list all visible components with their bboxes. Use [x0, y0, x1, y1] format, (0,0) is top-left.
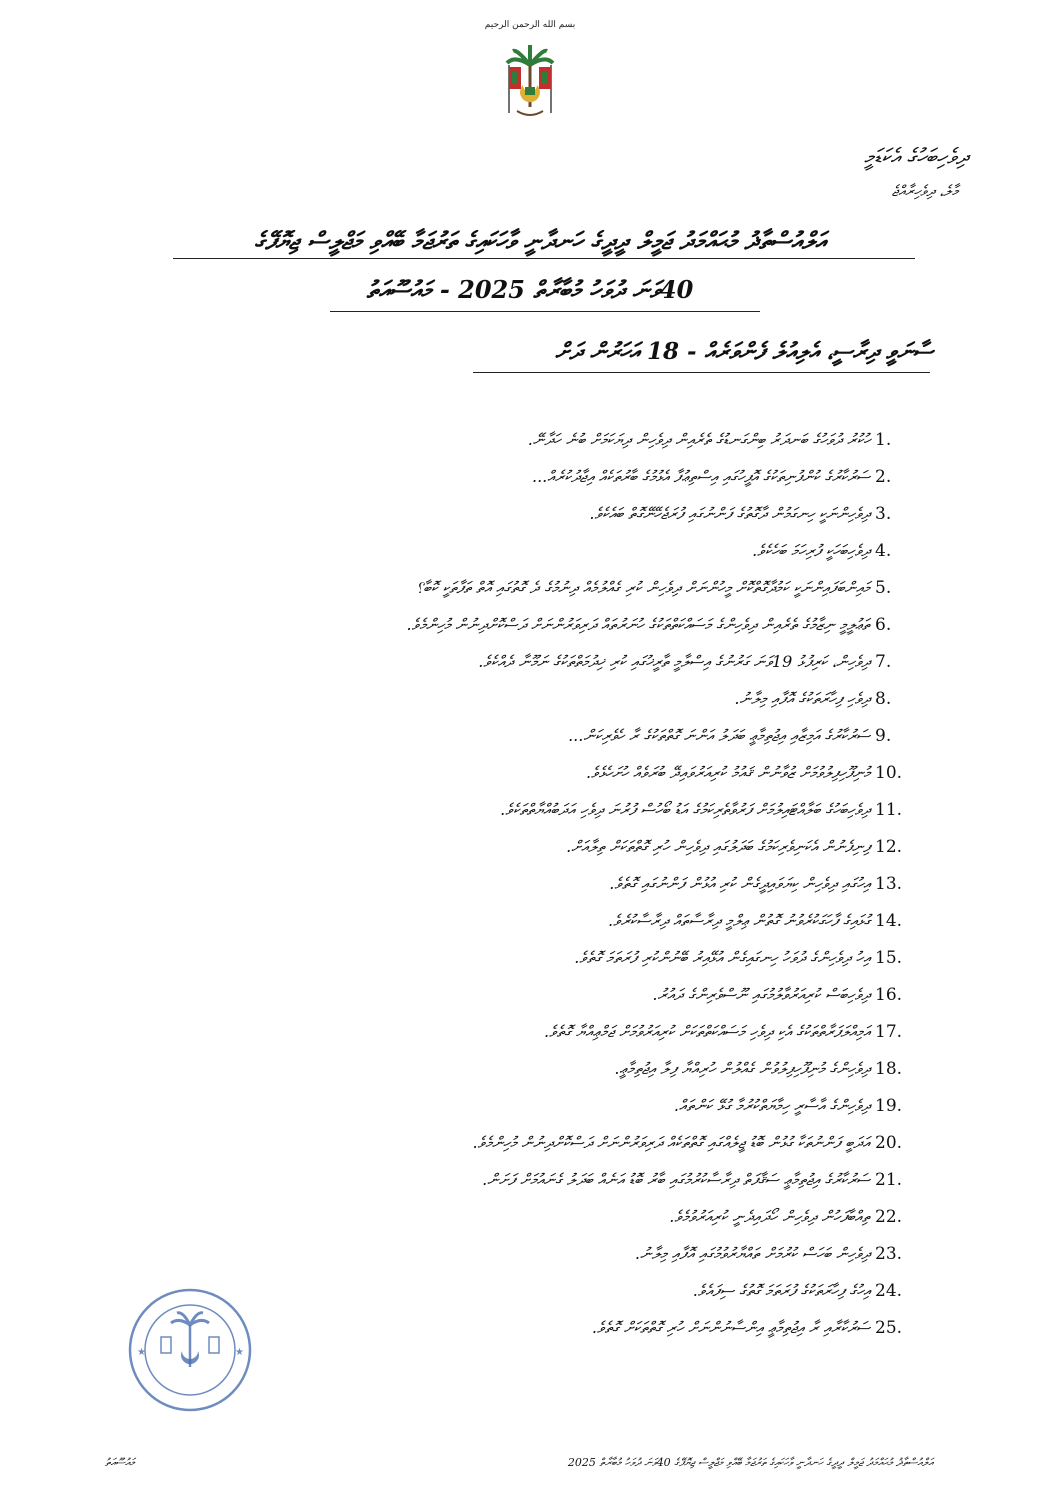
list-item-number: 19. [875, 1096, 903, 1116]
list-item-number: 15. [875, 948, 903, 968]
list-item-number: 23. [875, 1244, 903, 1264]
list-item-number: 9. [875, 726, 892, 746]
list-item-text: ތަޢުލީމީ ނިޒާމުގެ ތެރެއިން ދިވެހިންގެ މަސައްކަތްތަކުގެ ހުނަރުތައް ދަރިވަރުންނަށް ދަސްކޮށްދިނުން މުހިންމެވެ. [406, 615, 870, 634]
title-underline-2 [330, 311, 760, 312]
list-item-text: މުނިފޫހިފިލުވުމަށް ޒުވާނުން ޤައުމު ކުރިއަރުވައިދޭ ބުރަވެއް ހުށަހެޅެވެ. [585, 763, 870, 782]
list-item-number: 7. [875, 652, 892, 672]
list-item-text: އިހުގެ ފިހާރަތަކުގެ ފުރަތަމަ ގޮތުގެ ސިފައެވެ. [692, 1281, 870, 1300]
list-item-text: އަމިއްލަފަރާތްތަކުގެ އެކި ދިވެހި މަސައްކަތްތަކަށް ކުރިއަރުވުމަށް ޖަމްޢިއްޔާ ގޮތެވެ. [544, 1022, 870, 1041]
list-item-text: ގުޅައިގެ ފާހަގަކުރެވުނު ގޮތުން ޢިލްމީ ދިރާސާތައް ދިރާސާކުރެވެ. [607, 911, 870, 930]
national-emblem [484, 15, 576, 125]
list-item-text: އިހު ދިވެހިންގެ ދުވަހު ހިނގައިގެން އުޅޭއިރު ބޭނުންކުރި ފުރަތަމަ ގޮތެވެ. [574, 948, 870, 967]
title-line-2: 40ވަނަ ދުވަހު މުބާރާތް 2025 - މައުސޫއަތު [366, 275, 694, 304]
official-seal [125, 1285, 255, 1415]
list-item-text: ދިވެހިންގެ މުނިފޫހިފިލުވުން ގެއްލުން ހުރިއްޔާ ފިލާ އިޖުތިމާޢީ. [614, 1059, 870, 1078]
list-item-number: 4. [875, 541, 892, 561]
category-underline [473, 372, 930, 373]
list-item-number: 11. [875, 800, 903, 820]
list-item-text: ދިވެހިން ބަހަސް ކުރުމަށް ތައްޔާރުވުމުގައި އޮފާއި މިލާނު. [634, 1244, 870, 1263]
list-item-text: އިހުގައި ދިވެހިން ކިޔަވައިދީގެން ކުރި އުޅުން ފަންނުގައި ގޮތެވެ. [609, 874, 870, 893]
emblem-icon [484, 15, 576, 125]
seal-stamp-icon [125, 1285, 255, 1415]
list-item-number: 10. [875, 763, 903, 783]
footer-document-title: އަލްއުސްތާޛު މުޙައްމަދު ޖަމީލް ދީދީގެ ހަނދާނީ ވާހަކައިގެ ތަރުޖަމާ ބޭއްވި މަޖްލީސް ޖިޔޮފޭގެ 40ވަނަ ދުވަހު މުބާރާތް 2025 [567, 1456, 933, 1469]
list-item-text: ދިވެހިބަސް ކުރިއަރުވާލުމުގައި ނޫސްވެރިންގެ ދައުރު. [652, 985, 870, 1004]
list-item-text: ދިވެހިންގެ އާސާރީ ހިމާޔަތްކުރުމާ ގުޅޭ ކަންތައް. [673, 1096, 870, 1115]
list-item-text: ތިއްބާފަހުން ދިވެހިން ހޯދައިދެނީ ކުރިއަރުވުމެވެ. [669, 1207, 870, 1226]
svg-text:★: ★ [235, 1347, 244, 1358]
list-item-number: 12. [875, 837, 903, 857]
list-item-text: ސަރުކާރުގެ ކުންފުނިތަކުގެ އޮފީހުގައި އިސްތިޢުފާ އެޅުމުގެ ބާރުތަކެއް އިޖާދުކުރެއް... [532, 467, 870, 486]
list-item-number: 21. [875, 1170, 903, 1190]
list-item-number: 5. [875, 578, 892, 598]
list-item-number: 1. [875, 430, 892, 450]
list-item-text: ދިވެހި ފިހާރަތަކުގެ އޮފާއި މިލާނު. [734, 689, 870, 708]
org-name: ދިވެހިބަހުގެ އެކަޑަމީ [863, 145, 968, 170]
footer-left-label: މައުސޫއަތު [105, 1456, 135, 1469]
list-item-text: ދިވެހިބަހުގެ ބަލާއްޓައިލުމަށް ފަރުވާތެރިކަމުގެ އަޑު ބޯހުސް ފުރުނަ ދިވެހި އަދަބުއްޔާތްތަކެވެ. [500, 800, 870, 819]
list-item-number: 8. [875, 689, 892, 709]
list-item-number: 16. [875, 985, 903, 1005]
title-line-1: އަލްއުސްތާޛު މުޙައްމަދު ޖަމީލް ދީދީގެ ހަނދާނީ ވާހަކައިގެ ތަރުޖަމާ ބޭއްވި މަޖްލީސް ޖިޔޮފޭގެ [254, 226, 826, 255]
list-item-text: އަދަބީ ފަންނުތަކާ ގުޅުން ބޮޑު ޖީލެއްގައި ގޮތްތަކެއް ދަރިވަރުންނަށް ދަސްކޮށްދިނުން މުހިންމެވެ. [472, 1133, 870, 1152]
list-item-number: 22. [875, 1207, 903, 1227]
list-item-text: ދިވެހިންނަކީ ހިނގަމުން ދާގޮތުގެ ފަންނުގައި ފުރަޖެހޭނޭގޮތް ބައެކެވެ. [589, 504, 870, 523]
list-item-text: ފިނިފެނުން އެކަނިވެރިކަމުގެ ބަދަލުގައި ދިވެހިން ހުރި ގޮތްތަކަށް ތިލާއަށް. [566, 837, 870, 856]
bismillah-text: بسم الله الرحمن الرحيم [484, 20, 576, 30]
list-item-number: 13. [875, 874, 903, 894]
list-item-text: މައިންބަފައިންނަކީ ކަމުދާގޮތްކޮށް މީހުންނަށް ދިވެހިން ކުރި ގެއްލުމެއް ދިނުމުގެ ދެ ގޮތުގައި އޮތް ތަފާތަކީ ކޮބާ؟ [416, 578, 870, 597]
category-heading: ސާނަވީ ދިރާސީ، އެލިއުލެ ފެންވަރެއް - 18 އަހަރުން ދަށް [555, 338, 933, 365]
title-underline-1 [173, 258, 915, 259]
list-item-text: ސަރުކާރާއި ރާ އިޖުތިމާޢީ އިންސާނުންނަށް ހުރި ގޮތްތަކަށް ގޮތެވެ. [591, 1318, 870, 1337]
list-item-text: ސަރުކާރުގެ އަމިޒާއި އިޖުތިމާޢީ ބަދަލު އަންނަ ގޮތްތަކުގެ ރާ ހެވެރިކަން... [568, 726, 870, 745]
list-item-number: 2. [875, 467, 892, 487]
list-item-text: ދިވެހިން، ކަރިފުޅު 19ވަނަ ގަރުނުގެ އިސްލާމީ ތާރީޚުގައި ކުރި ޚިދުމަތްތަކުގެ ނަމޫނާ ދެއްކެވެ. [478, 652, 870, 671]
list-item-number: 18. [875, 1059, 903, 1079]
list-item-text: ދިވެހިބަހަކީ ފުރިހަމަ ބަހެކެވެ. [752, 541, 870, 560]
list-item-number: 25. [875, 1318, 903, 1338]
list-item-text: ސަރުކާރުގެ އިޖުތިމާޢީ ސަޤާފަތް ދިރާސާކުރުމުގައި ބާރު ބޮޑު އަނެއް ބަދަލު ގެނައުމަށް ފަށަން. [482, 1170, 870, 1189]
list-item-number: 17. [875, 1022, 903, 1042]
org-location: މާލެ، ދިވެހިރާއްޖެ [891, 182, 958, 200]
list-item-text: ހުކުރު ދުވަހުގެ ބަނދަރު ބިންގަނޑުގެ ތެރެއިން ދިވެހިން ދިޔަކަމަށް ބުނެ ހަދާނޭ. [527, 430, 870, 449]
list-item-number: 6. [875, 615, 892, 635]
list-item-number: 14. [875, 911, 903, 931]
list-item-number: 24. [875, 1281, 903, 1301]
list-item-number: 20. [875, 1133, 903, 1153]
svg-text:★: ★ [137, 1347, 146, 1358]
list-item-number: 3. [875, 504, 892, 524]
